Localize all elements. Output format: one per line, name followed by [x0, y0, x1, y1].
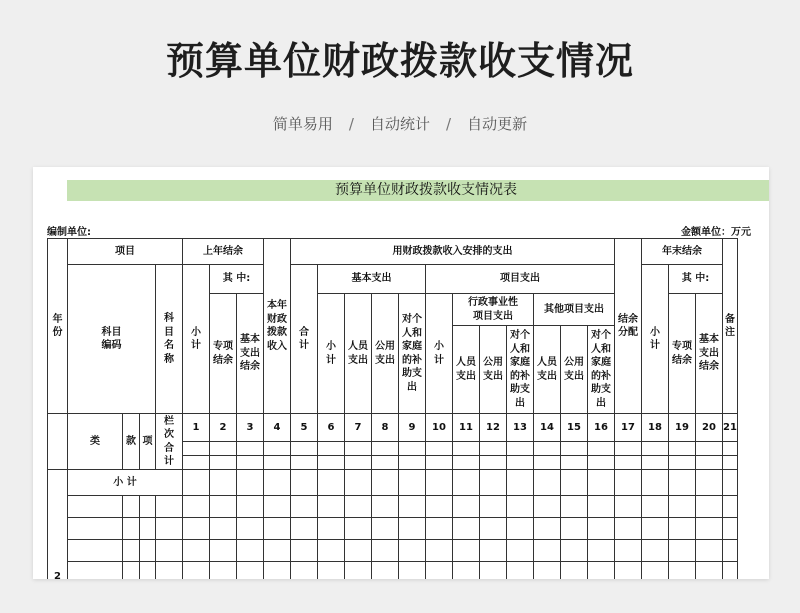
total-cell	[723, 456, 738, 470]
header-year: 年份	[48, 239, 68, 414]
column-number: 21	[723, 414, 738, 442]
data-cell	[140, 562, 156, 580]
total-cell	[345, 442, 372, 456]
total-cell	[318, 456, 345, 470]
column-number: 17	[615, 414, 642, 442]
data-cell	[123, 496, 140, 518]
header-of-which-2: 其 中:	[669, 265, 723, 294]
year-cell: 2	[48, 470, 68, 580]
header-basic-subtotal: 小计	[318, 294, 345, 414]
header-basic-household: 对个人和家庭的补助支出	[399, 294, 426, 414]
header-balance-distribution: 结余分配	[615, 239, 642, 414]
data-cell	[68, 540, 123, 562]
header-year-end-balance: 年末结余	[642, 239, 723, 265]
total-cell	[210, 456, 237, 470]
total-cell	[318, 442, 345, 456]
header-item: 项目	[68, 239, 183, 265]
total-cell	[453, 456, 480, 470]
page-title: 预算单位财政拨款收支情况	[165, 39, 634, 83]
header-year-end-special: 专项结余	[669, 294, 696, 414]
total-cell	[264, 442, 291, 456]
total-cell	[453, 442, 480, 456]
header-special-balance: 专项结余	[210, 294, 237, 414]
total-cell	[561, 442, 588, 456]
total-cell	[561, 456, 588, 470]
data-cell	[123, 540, 140, 562]
header-subject-code: 科目编码	[68, 265, 156, 414]
label-lei: 类	[68, 414, 123, 470]
header-basic-expenditure: 基本支出	[318, 265, 426, 294]
total-cell	[588, 442, 615, 456]
amount-unit-label: 金额单位：万元	[681, 227, 751, 238]
data-cell	[123, 518, 140, 540]
data-cell	[68, 518, 123, 540]
data-cell	[140, 496, 156, 518]
total-cell	[696, 442, 723, 456]
data-cell	[156, 540, 183, 562]
column-number: 20	[696, 414, 723, 442]
subtitle-separator: /	[348, 115, 354, 133]
total-cell	[588, 456, 615, 470]
subtitle-item-auto-stat: 自动统计	[369, 115, 430, 133]
total-cell	[291, 456, 318, 470]
column-number: 13	[507, 414, 534, 442]
subtitle	[0, 113, 800, 134]
column-number: 4	[264, 414, 291, 442]
total-cell	[507, 456, 534, 470]
total-cell	[642, 442, 669, 456]
total-cell	[237, 442, 264, 456]
total-cell	[615, 442, 642, 456]
column-number: 6	[318, 414, 345, 442]
column-number: 18	[642, 414, 669, 442]
subtitle-item-easy: 简单易用	[272, 115, 333, 133]
total-cell	[183, 456, 210, 470]
header-other-public: 公用支出	[561, 326, 588, 414]
data-cell	[140, 540, 156, 562]
data-cell	[123, 562, 140, 580]
data-cell	[140, 518, 156, 540]
column-number: 1	[183, 414, 210, 442]
header-basic-personnel: 人员支出	[345, 294, 372, 414]
total-cell	[534, 442, 561, 456]
total-cell	[291, 442, 318, 456]
total-cell	[480, 456, 507, 470]
header-year-end-subtotal: 小计	[642, 265, 669, 414]
column-number: 14	[534, 414, 561, 442]
total-cell	[615, 456, 642, 470]
total-cell	[399, 456, 426, 470]
total-cell	[669, 456, 696, 470]
header-other-household: 对个人和家庭的补助支出	[588, 326, 615, 414]
column-number: 19	[669, 414, 696, 442]
table-title: 预算单位财政拨款收支情况表	[67, 180, 769, 201]
total-cell	[399, 442, 426, 456]
total-cell	[372, 456, 399, 470]
subtotal-row-label: 小 计	[68, 470, 183, 496]
label-column-total: 栏次合计	[156, 414, 183, 470]
header-remarks: 备注	[723, 239, 738, 414]
total-cell	[507, 442, 534, 456]
label-xiang: 项	[140, 414, 156, 470]
total-cell	[345, 456, 372, 470]
subtitle-item-auto-update: 自动更新	[467, 115, 528, 133]
total-cell	[426, 456, 453, 470]
column-number: 12	[480, 414, 507, 442]
finance-table	[47, 238, 738, 579]
header-total: 合计	[291, 265, 318, 414]
header-admin-household: 对个人和家庭的补助支出	[507, 326, 534, 414]
column-number: 11	[453, 414, 480, 442]
total-cell	[210, 442, 237, 456]
spreadsheet-preview	[33, 167, 769, 579]
total-cell	[534, 456, 561, 470]
header-basic-public: 公用支出	[372, 294, 399, 414]
header-admin-project: 行政事业性项目支出	[453, 294, 534, 326]
header-expenditure-group: 用财政拨款收入安排的支出	[291, 239, 615, 265]
header-project-subtotal: 小计	[426, 294, 453, 414]
header-admin-public: 公用支出	[480, 326, 507, 414]
total-cell	[480, 442, 507, 456]
header-other-project: 其他项目支出	[534, 294, 615, 326]
data-cell	[68, 562, 123, 580]
total-cell	[237, 456, 264, 470]
total-cell	[642, 456, 669, 470]
column-number: 16	[588, 414, 615, 442]
header-other-personnel: 人员支出	[534, 326, 561, 414]
header-last-year-balance: 上年结余	[183, 239, 264, 265]
data-cell	[156, 518, 183, 540]
header-project-expenditure: 项目支出	[426, 265, 615, 294]
total-cell	[669, 442, 696, 456]
column-number: 9	[399, 414, 426, 442]
column-number: 7	[345, 414, 372, 442]
header-last-year-subtotal: 小计	[183, 265, 210, 414]
total-cell	[264, 456, 291, 470]
header-current-allocation: 本年财政拨款收入	[264, 239, 291, 414]
header-year-end-basic: 基本支出结余	[696, 294, 723, 414]
label-kuan: 款	[123, 414, 140, 470]
column-number: 10	[426, 414, 453, 442]
subtitle-separator: /	[446, 115, 452, 133]
total-cell	[696, 456, 723, 470]
column-number: 8	[372, 414, 399, 442]
column-number: 15	[561, 414, 588, 442]
compiling-unit-label: 编制单位:	[47, 227, 91, 238]
column-number: 2	[210, 414, 237, 442]
total-cell	[426, 442, 453, 456]
data-cell	[156, 496, 183, 518]
column-number: 3	[237, 414, 264, 442]
total-cell	[723, 442, 738, 456]
data-cell	[156, 562, 183, 580]
total-cell	[372, 442, 399, 456]
header-of-which-1: 其 中:	[210, 265, 264, 294]
year-cell-empty	[48, 414, 68, 470]
column-number: 5	[291, 414, 318, 442]
header-basic-balance: 基本支出结余	[237, 294, 264, 414]
data-cell	[68, 496, 123, 518]
total-cell	[183, 442, 210, 456]
header-admin-personnel: 人员支出	[453, 326, 480, 414]
header-subject-name: 科目名称	[156, 265, 183, 414]
